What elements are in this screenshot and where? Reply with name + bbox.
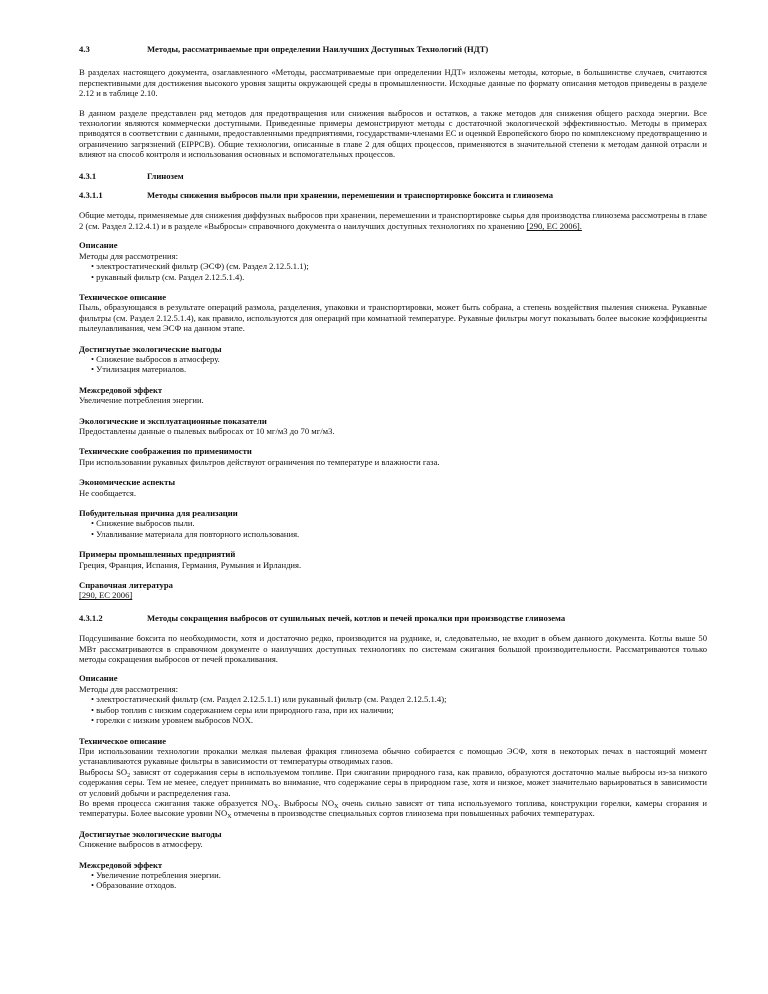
block-text: Пыль, образующаяся в результате операций размола, разделения, упаковки и транспортировки, может быть собрана, а степень воздействия пыления снижена. Рукавные фильтры (см. Раздел 2.12.5.1.4), как правило, используются для операций при комнатной температуре. Рукавные фильтры могут показывать более высокие коэффициенты пылеулавливания, чем ЭСФ на данном этапе.: [79, 302, 707, 334]
list-item: • горелки с низким уровнем выбросов NOX.: [79, 715, 707, 725]
block-heading: Достигнутые экологические выгоды: [79, 343, 222, 354]
text-run: очень сильно зависят от типа используемого топлива, конструкции горелки, камеры сгорания и температуры. Более высокие уровни NO: [79, 797, 708, 819]
block-text: Снижение выбросов в атмосферу.: [79, 839, 203, 850]
block-heading: Техническое описание: [79, 735, 167, 746]
list-item: • Образование отходов.: [79, 880, 707, 890]
block-text: Предоставлены данные о пылевых выбросах от 10 мг/м3 до 70 мг/м3.: [79, 425, 335, 436]
section-title: Методы, рассматриваемые при определении Наилучших Доступных Технологий (НДТ): [147, 44, 489, 54]
intro-paragraph-1: В разделах настоящего документа, озаглавленного «Методы, рассматриваемые при определении НДТ» изложены методы, которые, в большинстве случаев, считаются перспективными для достижения высокого уровня защиты окружающей среды в промышленности. Исходные данные по формату описания методов приведены в разделе 2.12 и в таблице 2.10.: [79, 67, 707, 99]
technical-description-block: [79, 736, 707, 819]
economics-block: [79, 477, 707, 498]
reference-literature-block: [79, 580, 707, 601]
technical-description-block: [79, 292, 707, 334]
block-text: При использовании технологии прокалки мелкая пылевая фракция глинозема обычно собирается с помощью ЭСФ, хотя в некоторых печах в настоящий момент устанавливаются рукавные фильтры в зависимости от температуры отводимых газов.: [79, 745, 707, 767]
list-item: • Увеличение потребления энергии.: [79, 870, 707, 880]
subsection-number: 4.3.1: [79, 170, 97, 181]
subsubsection-heading-4311: [79, 190, 707, 200]
subsubsection-number: 4.3.1.1: [79, 190, 103, 201]
text-run: отмечены в производстве специальных сортов глинозема при повышенных рабочих температурах.: [231, 808, 595, 819]
cross-media-block: [79, 860, 707, 891]
operational-data-block: [79, 416, 707, 437]
intro-text: Общие методы, применяемые для снижения диффузных выбросов при хранении, перемешении и транспортировке сырья для производства глинозема рассмотрены в главе 2 (см. Раздел 2.12.4.1) и в разделе «Выбросы» справочного документа о наилучших доступных технологиях по хранению: [79, 210, 707, 231]
block-text: Греция, Франция, Испания, Германия, Румыния и Ирландия.: [79, 559, 302, 570]
subsection-title: Глинозем: [147, 170, 184, 181]
list-item: • электростатический фильтр (см. Раздел 2.12.5.1.1) или рукавный фильтр (см. Раздел 2.12.5.1.4);: [79, 694, 707, 704]
reference-link[interactable]: [290, EC 2006]: [79, 590, 133, 601]
subscript: X: [334, 803, 339, 810]
list-item: • электростатический фильтр (ЭСФ) (см. Раздел 2.12.5.1.1);: [79, 261, 707, 271]
subsection-heading: [79, 171, 707, 181]
environmental-benefits-block: [79, 344, 707, 375]
bullet-list: [79, 694, 707, 725]
list-item: • Улавливание материала для повторного использования.: [79, 529, 707, 539]
block-text: Увеличение потребления энергии.: [79, 395, 204, 406]
bullet-list: [79, 518, 707, 539]
block-heading: Технические соображения по применимости: [79, 446, 252, 457]
text-run: . Выбросы NO: [278, 797, 335, 808]
so2-paragraph: [79, 767, 707, 798]
subsubsection-title: Методы снижения выбросов пыли при хранении, перемешении и транспортировке боксита и глинозема: [147, 190, 553, 201]
subsubsection-number: 4.3.1.2: [79, 612, 103, 623]
list-item: • Утилизация материалов.: [79, 364, 707, 374]
list-item: • рукавный фильтр (см. Раздел 2.12.5.1.4).: [79, 272, 707, 282]
bullet-list: [79, 261, 707, 282]
reference-link[interactable]: [290, EC 2006].: [526, 220, 582, 231]
block-heading: Примеры промышленных предприятий: [79, 549, 236, 560]
cross-media-block: [79, 385, 707, 406]
block-heading: Экономические аспекты: [79, 477, 176, 488]
block-heading: Побудительная причина для реализации: [79, 508, 238, 518]
block-heading: Описание: [79, 240, 118, 251]
intro-paragraph-2: В данном разделе представлен ряд методов для предотвращения или снижения выбросов и остатков, а также методов для снижения общего расхода энергии. Все технологии являются коммерчески доступными. Приведенные примеры демонстрируют методы с достаточной экологической эффективностью. Методы в примерах приводятся в соответствии с данными, предоставленными предприятиями, государствами-членами ЕС и оценкой Европейского бюро по комплексному предотвращению и ограничению загрязнений (EIPPCB). Общие технологии, описанные в главе 2 для общих процессов, применяются в значительной степени к методам данной отрасли и влияют на способ контроля и использования основных и вспомогательных процессов.: [79, 107, 707, 160]
subsubsection-title: Методы сокращения выбросов от сушильных печей, котлов и печей прокалки при производстве глинозема: [147, 612, 566, 623]
applicability-block: [79, 446, 707, 467]
text-run: зависят от содержания серы в используемом топливе. При сжигании природного газа, как правило, образуются достаточно малые выбросы из-за низкого содержания серы. Тем не менее, следует принимать во внимание, что содержание серы в природном газе, хотя и низкое, может значительно варьироваться в зависимости от условий добычи и распределения газа.: [79, 766, 707, 798]
block-heading: Достигнутые экологические выгоды: [79, 828, 222, 839]
block-text: При использовании рукавных фильтров действуют ограничения по температуре и влажности газа.: [79, 456, 440, 467]
subsubsection-intro: Подсушивание боксита по необходимости, хотя и достаточно редко, производится на руднике, и, следовательно, не входит в объем данного документа. Котлы выше 50 МВт рассматриваются в справочном документе о наилучших доступных технологиях по системам сжигания большой производительности. Рассматриваются только методы сокращения выбросов от печей прокаливания.: [79, 633, 707, 665]
block-lead: Методы для рассмотрения:: [79, 683, 178, 694]
list-item: • Снижение выбросов пыли.: [79, 518, 707, 528]
list-item: • Снижение выбросов в атмосферу.: [79, 354, 707, 364]
block-text: Не сообщается.: [79, 487, 136, 498]
block-lead: Методы для рассмотрения:: [79, 250, 178, 261]
nox-paragraph: [79, 798, 707, 819]
driving-force-block: [79, 508, 707, 539]
text-run: Во время процесса сжигания также образуется NO: [79, 797, 274, 808]
subscript: X: [273, 803, 279, 810]
text-run: Выбросы SO: [79, 766, 128, 777]
block-heading: Описание: [79, 673, 118, 684]
description-block: [79, 240, 707, 282]
bullet-list: [79, 354, 707, 375]
block-heading: Межсредовой эффект: [79, 384, 163, 395]
subsubsection-intro: [79, 210, 707, 231]
section-heading: [79, 44, 707, 54]
block-heading: Техническое описание: [79, 291, 167, 302]
block-heading: Экологические и эксплуатационные показатели: [79, 415, 267, 426]
description-block: [79, 673, 707, 725]
bullet-list: [79, 870, 707, 891]
example-plants-block: [79, 549, 707, 570]
list-item: • выбор топлив с низким содержанием серы или природного газа, при их наличии;: [79, 705, 707, 715]
block-heading: Межсредовой эффект: [79, 859, 163, 870]
environmental-benefits-block: [79, 829, 707, 850]
subsubsection-heading-4312: [79, 613, 707, 623]
subscript: X: [227, 814, 232, 821]
subscript: 2: [127, 772, 131, 779]
block-heading: Справочная литература: [79, 580, 173, 591]
section-number: 4.3: [79, 44, 90, 54]
